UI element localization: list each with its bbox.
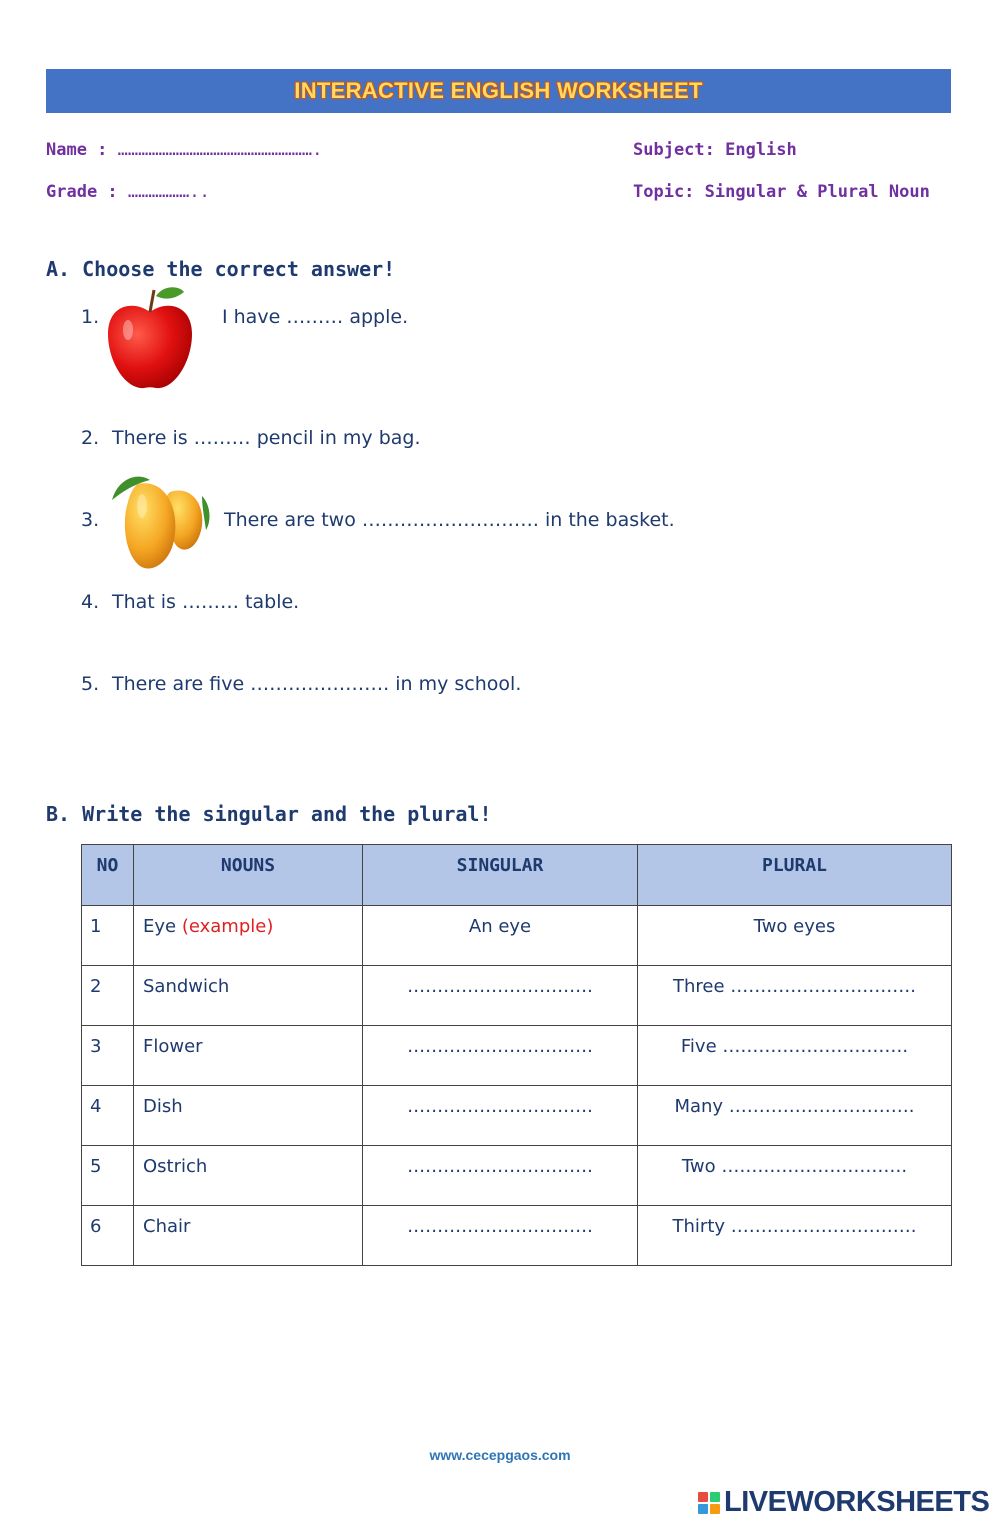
name-label: Name : <box>46 140 108 160</box>
noun-cell: Ostrich <box>134 1146 363 1206</box>
singular-blank[interactable]: …………………………. <box>363 966 638 1026</box>
question-text: There are five …………………. in my school. <box>112 673 522 695</box>
question-text: There are two ………………………. in the basket. <box>224 509 675 531</box>
row-number: 3 <box>82 1026 134 1086</box>
plural-cell: Two eyes <box>638 906 952 966</box>
question-number: 2. <box>81 427 100 449</box>
question-number: 4. <box>81 591 100 613</box>
question-text: That is ……… table. <box>112 591 300 613</box>
row-number: 4 <box>82 1086 134 1146</box>
liveworksheets-brand: LIVEWORKSHEETS <box>724 1486 990 1518</box>
mango-icon <box>104 470 216 574</box>
grade-field <box>46 182 210 202</box>
table-row <box>82 966 952 1026</box>
grade-label: Grade : <box>46 182 118 202</box>
plural-blank[interactable]: Two …………………………. <box>638 1146 952 1206</box>
row-number: 5 <box>82 1146 134 1206</box>
liveworksheets-logo-icon <box>698 1492 720 1514</box>
liveworksheets-logo[interactable] <box>698 1486 989 1519</box>
plural-blank[interactable]: Five …………………………. <box>638 1026 952 1086</box>
worksheet-header <box>46 69 951 113</box>
singular-blank[interactable]: …………………………. <box>363 1206 638 1266</box>
row-number: 6 <box>82 1206 134 1266</box>
section-a-title: A. Choose the correct answer! <box>46 257 396 281</box>
name-blank[interactable]: …………………………………………………. <box>117 140 323 160</box>
example-note: (example) <box>181 916 274 937</box>
noun-cell: Chair <box>134 1206 363 1266</box>
table-row <box>82 1026 952 1086</box>
table-row <box>82 1206 952 1266</box>
question-number: 3. <box>81 509 100 531</box>
singular-blank[interactable]: …………………………. <box>363 1086 638 1146</box>
table-row <box>82 1146 952 1206</box>
header-nouns: NOUNS <box>134 845 363 906</box>
section-b-title: B. Write the singular and the plural! <box>46 802 492 826</box>
topic-label: Topic: Singular & Plural Noun <box>633 182 930 202</box>
plural-blank[interactable]: Thirty …………………………. <box>638 1206 952 1266</box>
noun-text: Eye <box>143 916 177 937</box>
subject-label: Subject: English <box>633 140 797 160</box>
footer-url[interactable]: www.cecepgaos.com <box>429 1447 571 1463</box>
question-text: I have ……… apple. <box>222 306 409 328</box>
nouns-table <box>81 844 952 1266</box>
singular-blank[interactable]: …………………………. <box>363 1026 638 1086</box>
apple-icon <box>104 282 196 392</box>
noun-cell <box>134 906 363 966</box>
row-number: 1 <box>82 906 134 966</box>
noun-cell: Dish <box>134 1086 363 1146</box>
name-field <box>46 140 322 160</box>
header-plural: PLURAL <box>638 845 952 906</box>
question-number: 5. <box>81 673 100 695</box>
table-header-row <box>82 845 952 906</box>
singular-blank[interactable]: …………………………. <box>363 1146 638 1206</box>
table-row <box>82 1086 952 1146</box>
question-number: 1. <box>81 306 100 328</box>
grade-blank[interactable]: ……………….. <box>127 182 210 202</box>
header-no: NO <box>82 845 134 906</box>
noun-cell: Sandwich <box>134 966 363 1026</box>
question-text: There is ……… pencil in my bag. <box>112 427 421 449</box>
plural-blank[interactable]: Three …………………………. <box>638 966 952 1026</box>
worksheet-title: INTERACTIVE ENGLISH WORKSHEET <box>294 78 703 103</box>
row-number: 2 <box>82 966 134 1026</box>
header-singular: SINGULAR <box>363 845 638 906</box>
plural-blank[interactable]: Many …………………………. <box>638 1086 952 1146</box>
noun-cell: Flower <box>134 1026 363 1086</box>
singular-cell: An eye <box>363 906 638 966</box>
table-row <box>82 906 952 966</box>
